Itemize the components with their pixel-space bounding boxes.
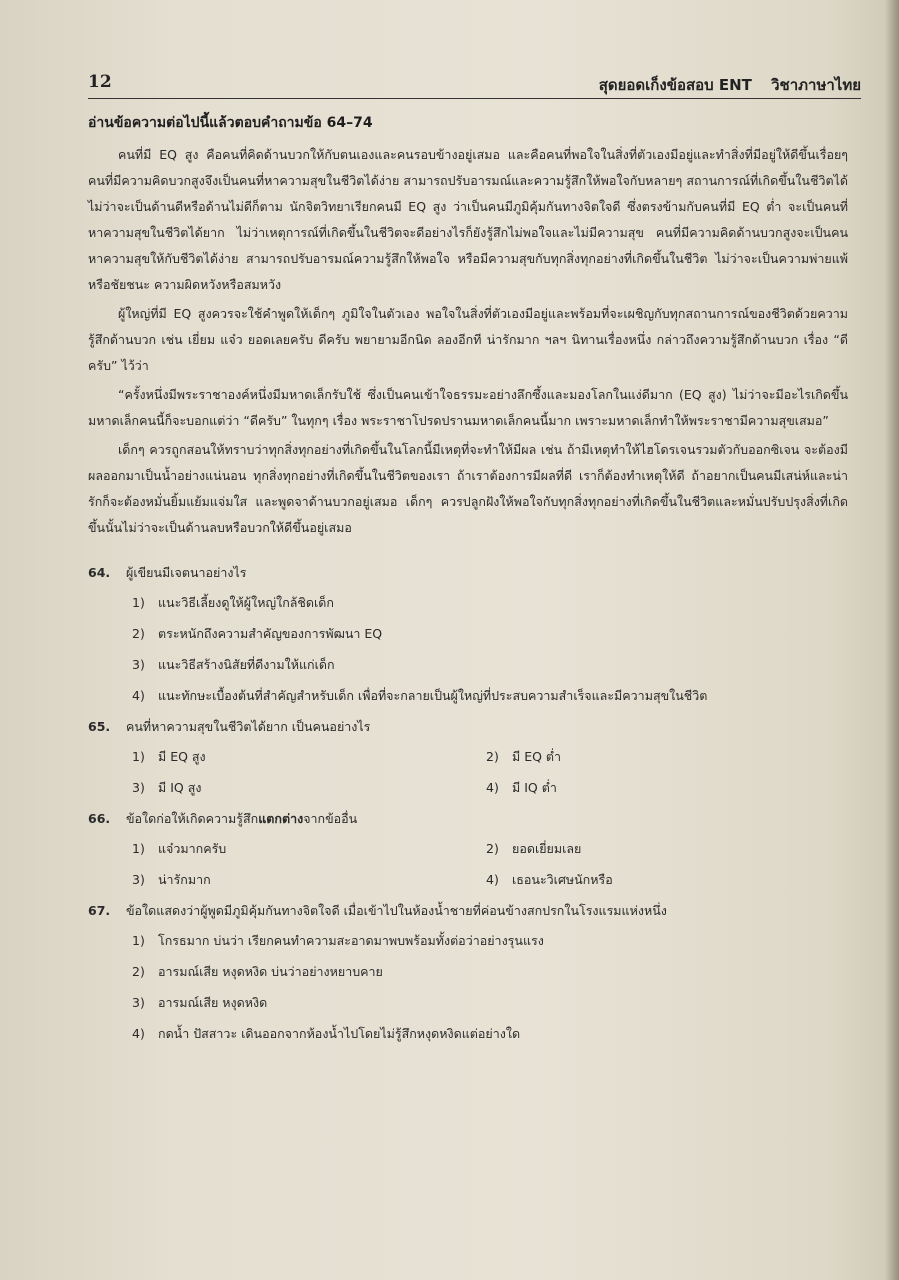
choice-number: 4) — [132, 1026, 145, 1041]
book-title: สุดยอดเก็งข้อสอบ ENT — [598, 76, 752, 94]
choice-grid — [132, 833, 848, 895]
choice-text: น่ารักมาก — [158, 872, 211, 887]
choice-item — [132, 987, 848, 1018]
choice-list — [88, 587, 848, 711]
choice-text: ยอดเยี่ยมเลย — [512, 841, 582, 856]
choice-item — [486, 741, 786, 772]
question-stem — [88, 713, 848, 741]
choice-text: ตระหนักถึงความสำคัญของการพัฒนา EQ — [158, 626, 383, 641]
question-text: ผู้เขียนมีเจตนาอย่างไร — [126, 565, 247, 580]
question-number: 66. — [88, 811, 111, 826]
question-stem — [88, 559, 848, 587]
passage-paragraph-2: ผู้ใหญ่ที่มี EQ สูงควรจะใช้คำพูดให้เด็กๆ ภูมิใจในตัวเอง พอใจในสิ่งที่ตัวเองมีอยู่และพร้อมที่จะเผชิญกับทุกสถานการณ์ของชีวิตด้วยความรู้สึกด้านบวก เช่น เยี่ยม แจ๋ว ยอดเลยครับ ดีครับ พยายามอีกนิด ลองอีกที น่ารักมาก ฯลฯ นิทานเรื่องหนึ่ง กล่าวถึงความรู้สึกด้านบวก เรื่อง “ดีครับ” ไว้ว่า — [88, 306, 848, 373]
choice-item — [132, 925, 848, 956]
choice-item — [132, 864, 486, 895]
question-64 — [88, 559, 848, 711]
choice-item — [132, 1018, 848, 1049]
choice-number: 4) — [486, 780, 499, 795]
running-header — [599, 73, 861, 97]
question-text-end: จากข้ออื่น — [303, 811, 358, 826]
choice-item — [132, 772, 486, 803]
passage-paragraph-3: “ครั้งหนึ่งมีพระราชาองค์หนึ่งมีมหาดเล็กรับใช้ ซึ่งเป็นคนเข้าใจธรรมะอย่างลึกซึ้งและมองโลกในแง่ดีมาก (EQ สูง) ไม่ว่าจะมีอะไรเกิดขึ้นมหาดเล็กคนนี้ก็จะบอกแต่ว่า “ดีครับ” ในทุกๆ เรื่อง พระราชาโปรดปรานมหาดเล็กคนนี้มาก เพราะมหาดเล็กทำให้พระราชามีความสุขเสมอ” — [88, 387, 848, 428]
choice-text: มี EQ ต่ำ — [512, 749, 562, 764]
reading-passage — [88, 142, 848, 541]
choice-number: 1) — [132, 841, 145, 856]
choice-text: กดน้ำ ปัสสาวะ เดินออกจากห้องน้ำไปโดยไม่รู้สึกหงุดหงิดแต่อย่างใด — [158, 1026, 521, 1041]
choice-text: มี EQ สูง — [158, 749, 206, 764]
choice-number: 2) — [486, 749, 499, 764]
choice-text: มี IQ ต่ำ — [512, 780, 557, 795]
page-number: 12 — [88, 72, 112, 92]
choice-list — [88, 925, 848, 1049]
choice-number: 3) — [132, 657, 145, 672]
question-stem — [88, 805, 848, 833]
choice-number: 1) — [132, 933, 145, 948]
choice-number: 1) — [132, 749, 145, 764]
choice-number: 3) — [132, 780, 145, 795]
choice-item — [132, 587, 848, 618]
question-number: 67. — [88, 903, 111, 918]
choice-text: แนะวิธีสร้างนิสัยที่ดีงามให้แก่เด็ก — [158, 657, 335, 672]
question-66 — [88, 805, 848, 895]
page-content — [88, 112, 848, 1051]
choice-item — [486, 833, 786, 864]
choice-item — [486, 864, 786, 895]
choice-text: แนะทักษะเบื้องต้นที่สำคัญสำหรับเด็ก เพื่อที่จะกลายเป็นผู้ใหญ่ที่ประสบความสำเร็จและมีความสุขในชีวิต — [158, 688, 708, 703]
passage-paragraph-1: คนที่มี EQ สูง คือคนที่คิดด้านบวกให้กับตนเองและคนรอบข้างอยู่เสมอ และคือคนที่พอใจในสิ่งที่ตัวเองมีอยู่และทำสิ่งที่มีอยู่ให้ดีขึ้นเรื่อยๆ คนที่มีความคิดบวกสูงจึงเป็นคนที่หาความสุขในชีวิตได้ง่าย สามารถปรับอารมณ์และความรู้สึกให้พอใจกับหลายๆ สถานการณ์ที่เกิดขึ้นในชีวิตได้ ไม่ว่าจะเป็นด้านดีหรือด้านไม่ดีก็ตาม นักจิตวิทยาเรียกคนมี EQ สูง ว่าเป็นคนมีภูมิคุ้มกันทางจิตใจดี ซึ่งตรงข้ามกับคนที่มี EQ ต่ำ จะเป็นคนที่หาความสุขในชีวิตได้ยาก ไม่ว่าเหตุการณ์ที่เกิดขึ้นในชีวิตจะดีอย่างไรก็ยังรู้สึกไม่พอใจและไม่มีความสุข คนที่มีความคิดด้านบวกสูงจะเป็นคนหาความสุขให้กับชีวิตได้ง่าย สามารถปรับอารมณ์ความรู้สึกให้พอใจ หรือมีความสุขกับทุกสิ่งทุกอย่างที่เกิดขึ้นในชีวิต ไม่ว่าจะเป็นความพ่ายแพ้หรือชัยชนะ ความผิดหวังหรือสมหวัง — [88, 147, 848, 292]
passage-paragraph-4: เด็กๆ ควรถูกสอนให้ทราบว่าทุกสิ่งทุกอย่างที่เกิดขึ้นในโลกนี้มีเหตุที่จะทำให้มีผล เช่น ถ้ามีเหตุทำให้ไฮโดรเจนรวมตัวกับออกซิเจน จะต้องมีผลออกมาเป็นน้ำอย่างแน่นอน ทุกสิ่งทุกอย่างที่เกิดขึ้นในชีวิตของเรา ถ้าเราต้องการมีผลที่ดี เราก็ต้องทำเหตุให้ดี ถ้าอยากเป็นคนมีเสน่ห์และน่ารักก็จะต้องหมั่นยิ้มแย้มแจ่มใส และพูดจาด้านบวกอยู่เสมอ เด็กๆ ควรปลูกฝังให้พอใจกับทุกสิ่งทุกอย่างที่เกิดขึ้นในชีวิตและหมั่นปรับปรุงสิ่งที่เกิดขึ้นนั้นไม่ว่าจะเป็นด้านลบหรือบวกให้ดีขึ้นอยู่เสมอ — [88, 442, 848, 535]
choice-number: 3) — [132, 872, 145, 887]
question-text: ข้อใดแสดงว่าผู้พูดมีภูมิคุ้มกันทางจิตใจดี เมื่อเข้าไปในห้องน้ำชายที่ค่อนข้างสกปรกในโรงแรมแห่งหนึ่ง — [126, 903, 667, 918]
question-text — [126, 805, 357, 833]
question-text-start: ข้อใดก่อให้เกิดความรู้สึก — [126, 811, 259, 826]
subject-title: วิชาภาษาไทย — [771, 76, 861, 94]
choice-item — [132, 649, 848, 680]
choice-text: มี IQ สูง — [158, 780, 202, 795]
choice-number: 4) — [486, 872, 499, 887]
question-number: 65. — [88, 719, 111, 734]
choice-item — [132, 741, 486, 772]
choice-text: เธอนะวิเศษนักหรือ — [512, 872, 613, 887]
question-list — [88, 559, 848, 1049]
choice-item — [486, 772, 786, 803]
choice-item — [132, 618, 848, 649]
choice-number: 3) — [132, 995, 145, 1010]
choice-number: 4) — [132, 688, 145, 703]
choice-text: แจ๋วมากครับ — [158, 841, 227, 856]
choice-item — [132, 956, 848, 987]
choice-text: อารมณ์เสีย หงุดหงิด — [158, 995, 268, 1010]
choice-text: อารมณ์เสีย หงุดหงิด บ่นว่าอย่างหยาบคาย — [158, 964, 383, 979]
choice-item — [132, 680, 848, 711]
question-number: 64. — [88, 565, 111, 580]
choice-text: แนะวิธีเลี้ยงดูให้ผู้ใหญ่ใกล้ชิดเด็ก — [158, 595, 334, 610]
section-instruction: อ่านข้อความต่อไปนี้แล้วตอบคำถามข้อ 64–74 — [88, 115, 373, 131]
question-stem — [88, 897, 848, 925]
choice-text: โกรธมาก บ่นว่า เรียกคนทำความสะอาดมาพบพร้อมทั้งต่อว่าอย่างรุนแรง — [158, 933, 544, 948]
choice-item — [132, 833, 486, 864]
question-text: คนที่หาความสุขในชีวิตได้ยาก เป็นคนอย่างไร — [126, 719, 371, 734]
choice-grid — [132, 741, 848, 803]
choice-number: 2) — [132, 964, 145, 979]
choice-number: 2) — [132, 626, 145, 641]
choice-number: 2) — [486, 841, 499, 856]
question-67 — [88, 897, 848, 1049]
choice-number: 1) — [132, 595, 145, 610]
question-emphasis: แตกต่าง — [258, 811, 304, 826]
question-65 — [88, 713, 848, 803]
header-rule — [88, 98, 861, 99]
